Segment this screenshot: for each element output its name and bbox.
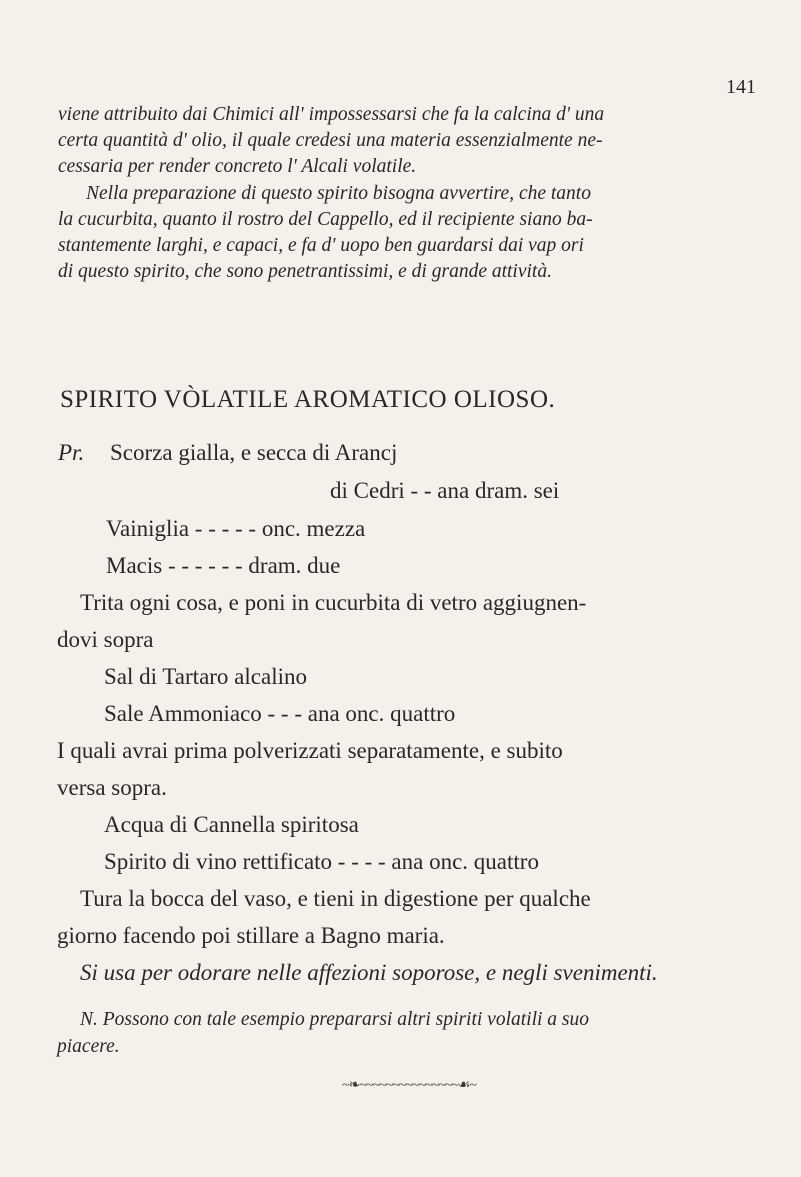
- intro-line: di questo spirito, che sono penetrantissimi, e di grande attività.: [58, 261, 552, 282]
- recipe-line: Spirito di vino rettificato - - - - ana onc. quattro: [104, 849, 539, 874]
- recipe-line: I quali avrai prima polverizzati separatamente, e subito: [57, 738, 563, 763]
- recipe-line: Sale Ammoniaco - - - ana onc. quattro: [104, 701, 456, 726]
- recipe-line: Scorza gialla, e secca di Arancj: [110, 440, 398, 465]
- intro-line: la cucurbita, quanto il rostro del Cappello, ed il recipiente siano ba-: [58, 209, 593, 230]
- intro-line: stantemente larghi, e capaci, e fa d' uopo ben guardarsi dai vap ori: [58, 235, 584, 256]
- intro-line: cessaria per render concreto l' Alcali volatile.: [58, 156, 417, 177]
- recipe-line: Macis - - - - - - dram. due: [106, 553, 341, 578]
- note-line: piacere.: [57, 1036, 120, 1057]
- recipe-line: giorno facendo poi stillare a Bagno maria.: [57, 923, 445, 948]
- recipe-usage: Si usa per odorare nelle affezioni soporose, e negli svenimenti.: [80, 960, 658, 985]
- recipe-line: Tura la bocca del vaso, e tieni in digestione per qualche: [80, 886, 591, 911]
- recipe-line: Trita ogni cosa, e poni in cucurbita di vetro aggiugnen-: [80, 590, 587, 615]
- recipe-line: versa sopra.: [57, 775, 167, 800]
- note-line: N. Possono con tale esempio prepararsi altri spiriti volatili a suo: [80, 1009, 589, 1030]
- recipe-line: Acqua di Cannella spiritosa: [104, 812, 359, 837]
- page-number: 141: [726, 76, 756, 98]
- recipe-line: Sal di Tartaro alcalino: [104, 664, 307, 689]
- section-heading: SPIRITO VÒLATILE AROMATICO OLIOSO.: [60, 386, 556, 413]
- intro-line: viene attribuito dai Chimici all' impossessarsi che fa la calcina d' una: [58, 104, 605, 125]
- recipe-pr-label: Pr.: [58, 440, 85, 465]
- recipe-line: di Cedri - - ana dram. sei: [330, 478, 560, 503]
- tail-ornament: ~❧~~~~~~~~~~~~~~~☙~: [342, 1078, 477, 1093]
- recipe-line: dovi sopra: [57, 627, 154, 652]
- intro-line: certa quantità d' olio, il quale credesi una materia essenzialmente ne-: [58, 130, 603, 151]
- recipe-line: Vainiglia - - - - - onc. mezza: [106, 516, 366, 541]
- intro-line: Nella preparazione di questo spirito bisogna avvertire, che tanto: [86, 183, 591, 204]
